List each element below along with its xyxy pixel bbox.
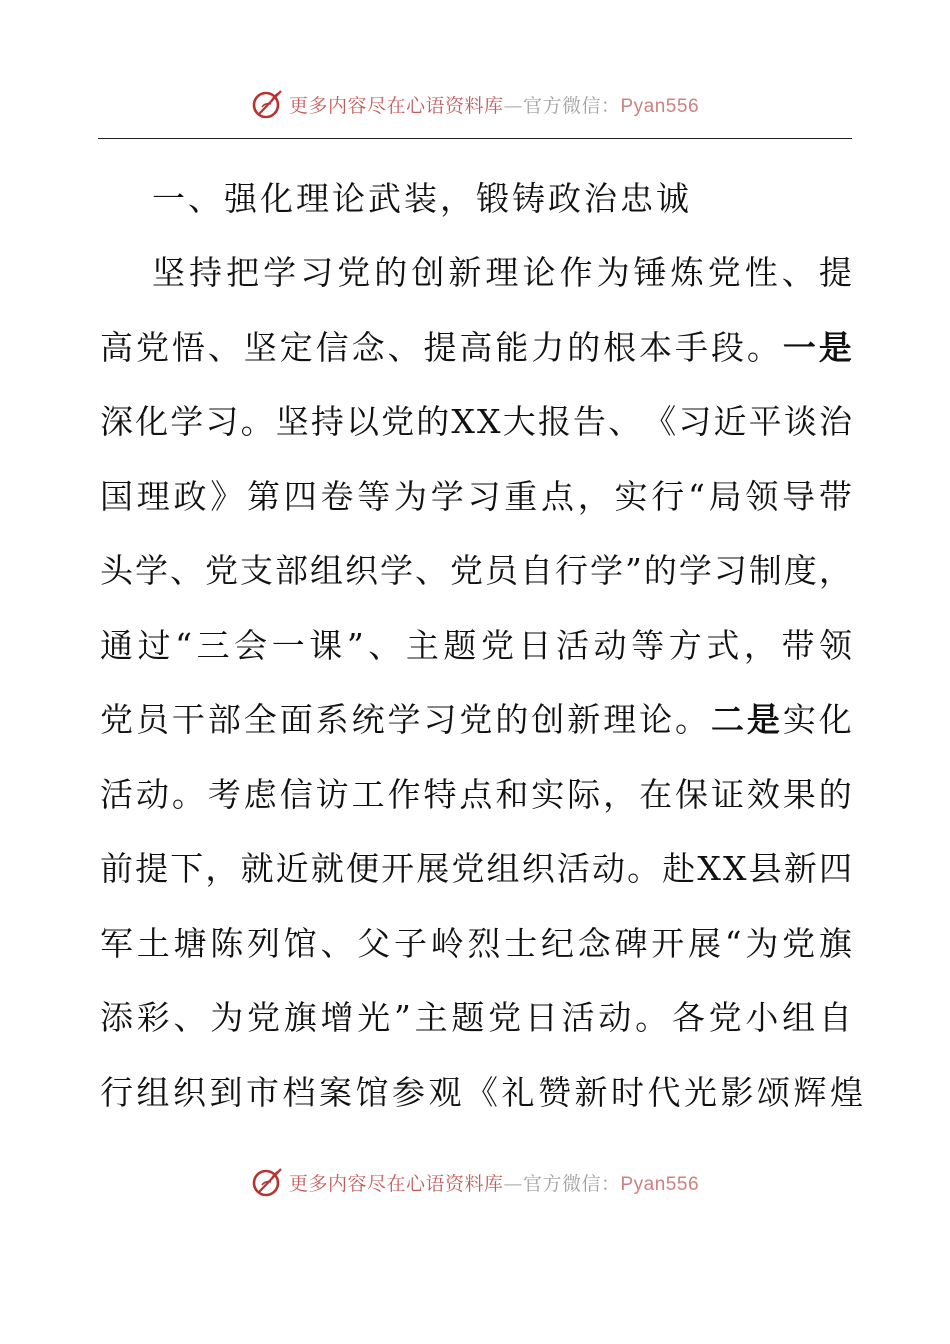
- char: 。: [635, 998, 669, 1037]
- watermark-text: [289, 1169, 699, 1196]
- char: 化: [135, 402, 169, 441]
- char: 报: [537, 402, 571, 441]
- char: 局: [708, 476, 742, 516]
- char: 。: [627, 849, 661, 888]
- char: 下: [170, 849, 204, 888]
- char: 题: [443, 625, 477, 665]
- char: 动: [591, 849, 625, 888]
- char: 大: [502, 402, 536, 441]
- char: 、: [608, 402, 642, 441]
- char: 在: [639, 774, 673, 814]
- char: 活: [556, 625, 590, 665]
- char: 、: [207, 327, 241, 367]
- paragraph-line: [100, 907, 852, 982]
- char: 念: [577, 923, 611, 963]
- char: 工: [351, 774, 385, 814]
- char: 前: [100, 849, 133, 888]
- char: 持: [310, 402, 344, 441]
- char: 礼: [501, 1072, 538, 1112]
- char: 带: [818, 476, 852, 516]
- char: 根: [603, 327, 637, 367]
- paragraph-line: [100, 832, 852, 907]
- char: 动: [593, 625, 627, 665]
- char: 列: [247, 923, 280, 963]
- char: 本: [639, 327, 673, 367]
- char: 行: [100, 1072, 137, 1112]
- char: 煌: [830, 1072, 867, 1112]
- char: 新: [574, 1072, 611, 1112]
- footer-watermark: [0, 1162, 950, 1202]
- char: 锤: [633, 253, 667, 292]
- char: 提: [818, 253, 852, 292]
- char: 支: [240, 551, 273, 590]
- char: 、: [170, 551, 203, 590]
- paragraph-line: [100, 981, 852, 1056]
- char: 方: [668, 625, 702, 665]
- char: 导: [782, 476, 816, 516]
- char: 近: [713, 402, 747, 441]
- char: 、: [320, 923, 354, 963]
- paragraph-line: [100, 460, 852, 535]
- char: 全: [243, 700, 277, 739]
- char: 际: [567, 774, 601, 814]
- char: 政: [173, 476, 207, 516]
- char: 课: [309, 625, 343, 665]
- paragraph-line: [100, 385, 852, 460]
- char: 观: [428, 1072, 465, 1112]
- char: 炼: [670, 253, 704, 292]
- char: 党: [488, 998, 522, 1037]
- char: 添: [100, 998, 133, 1037]
- char: 子: [394, 923, 427, 963]
- char: 三: [196, 625, 230, 665]
- char: 等: [357, 476, 391, 516]
- char: 带: [781, 625, 815, 665]
- char: 过: [137, 625, 171, 665]
- char: 塘: [173, 923, 207, 963]
- char: 能: [495, 327, 529, 367]
- watermark-brand: 更多内容尽在心语资料库: [288, 1172, 504, 1195]
- char: 。: [675, 700, 708, 739]
- bold-char: 是: [818, 327, 852, 367]
- char: 统: [351, 700, 385, 739]
- char: 平: [748, 402, 782, 441]
- char: 旗: [283, 998, 317, 1037]
- char: 部: [275, 551, 308, 590]
- char: 动: [598, 998, 632, 1037]
- char: 士: [504, 923, 538, 963]
- char: 党: [100, 700, 133, 739]
- char: 党: [205, 551, 238, 590]
- char: 作: [387, 774, 421, 814]
- char: 党: [450, 551, 483, 590]
- char: X: [723, 849, 747, 888]
- char: 的: [818, 774, 852, 814]
- char: 系: [315, 700, 349, 739]
- char: 式: [706, 625, 740, 665]
- body-paragraph: [100, 236, 867, 1130]
- paragraph-line: [100, 534, 852, 609]
- char: 党: [782, 923, 816, 963]
- char: 理: [136, 476, 170, 516]
- document-body: [100, 162, 867, 1130]
- char: 活: [100, 774, 133, 814]
- bold-char: 一: [782, 327, 816, 367]
- char: ，: [743, 625, 777, 665]
- paragraph-line: [100, 1056, 867, 1131]
- char: 织: [521, 849, 555, 888]
- char: 创: [411, 253, 445, 292]
- char: 习: [423, 700, 457, 739]
- section-heading: 一、强化理论武装，锻铸政治忠诚: [152, 179, 692, 218]
- char: 党: [247, 998, 280, 1037]
- char: 《: [465, 1072, 502, 1112]
- char: 的: [374, 253, 408, 292]
- char: 烈: [467, 923, 501, 963]
- header-watermark: [0, 84, 950, 124]
- quill-logo-icon: [251, 87, 285, 121]
- char: 《: [643, 402, 677, 441]
- char: 学: [170, 402, 204, 441]
- char: 碑: [614, 923, 648, 963]
- paragraph-line: [100, 609, 852, 684]
- char: 坚: [275, 402, 309, 441]
- char: 档: [282, 1072, 319, 1112]
- char: 作: [559, 253, 593, 292]
- paragraph-line: [100, 758, 852, 833]
- char: 等: [631, 625, 665, 665]
- char: 头: [100, 551, 133, 590]
- char: 各: [671, 998, 705, 1037]
- char: 度: [783, 551, 817, 590]
- char: ，: [577, 476, 611, 516]
- char: 力: [531, 327, 565, 367]
- char: 、: [387, 327, 421, 367]
- char: 彩: [136, 998, 170, 1037]
- char: 馆: [283, 923, 317, 963]
- char: ”: [625, 551, 642, 590]
- char: 岭: [430, 923, 464, 963]
- char: 段: [710, 327, 744, 367]
- char: 习: [713, 551, 747, 590]
- char: 便: [345, 849, 379, 888]
- char: 主: [414, 998, 448, 1037]
- char: 、: [781, 253, 815, 292]
- char: 领: [745, 476, 779, 516]
- char: 旗: [818, 923, 852, 963]
- char: 果: [782, 774, 816, 814]
- char: 到: [209, 1072, 246, 1112]
- char: 实: [531, 774, 565, 814]
- char: 和: [495, 774, 529, 814]
- watermark-wechat-id: Pyan556: [620, 95, 700, 117]
- char: 面: [279, 700, 313, 739]
- char: 告: [572, 402, 606, 441]
- bold-char: 二: [710, 700, 744, 739]
- char: 主: [405, 625, 439, 665]
- char: 领: [819, 625, 852, 665]
- char: 新: [783, 849, 817, 888]
- char: 员: [485, 551, 518, 590]
- char: 会: [234, 625, 268, 665]
- char: 土: [136, 923, 170, 963]
- char: 理: [603, 700, 637, 739]
- char: 新: [448, 253, 482, 292]
- char: 四: [283, 476, 317, 516]
- char: 为: [394, 476, 427, 516]
- char: 访: [315, 774, 349, 814]
- watermark-dash: —: [503, 1172, 523, 1195]
- char: 织: [173, 1072, 210, 1112]
- char: 党: [381, 402, 415, 441]
- char: ”: [394, 998, 411, 1037]
- char: 近: [275, 849, 309, 888]
- char: 展: [688, 923, 721, 963]
- char: 时: [611, 1072, 648, 1112]
- char: 定: [279, 327, 313, 367]
- char: 化: [818, 700, 852, 739]
- char: 证: [710, 774, 744, 814]
- char: “: [724, 923, 742, 963]
- char: 陈: [210, 923, 244, 963]
- watermark-dash: —: [503, 94, 523, 117]
- char: 虑: [243, 774, 277, 814]
- char: 习: [300, 253, 334, 292]
- char: 把: [226, 253, 260, 292]
- char: 习: [678, 402, 712, 441]
- header-divider: [98, 138, 852, 139]
- char: 学: [135, 551, 168, 590]
- char: 》: [210, 476, 244, 516]
- char: 军: [100, 923, 133, 963]
- char: 。: [171, 774, 205, 814]
- char: 学: [263, 253, 297, 292]
- char: 馆: [355, 1072, 392, 1112]
- char: “: [175, 625, 192, 665]
- char: 为: [596, 253, 630, 292]
- char: 信: [315, 327, 349, 367]
- char: 干: [171, 700, 205, 739]
- char: 织: [345, 551, 378, 590]
- char: 国: [100, 476, 133, 516]
- char: 组: [136, 1072, 173, 1112]
- char: 的: [495, 700, 529, 739]
- char: 案: [319, 1072, 356, 1112]
- char: 、: [415, 551, 448, 590]
- char: 深: [100, 402, 133, 441]
- char: X: [451, 402, 475, 441]
- char: 党: [337, 253, 371, 292]
- char: 学: [590, 551, 623, 590]
- char: ，: [603, 774, 637, 814]
- char: 效: [746, 774, 780, 814]
- char: 手: [675, 327, 708, 367]
- quill-logo-icon: [251, 1165, 285, 1199]
- char: 纪: [541, 923, 574, 963]
- char: 实: [782, 700, 816, 739]
- char: 组: [486, 849, 520, 888]
- char: 高: [459, 327, 493, 367]
- char: 县: [748, 849, 782, 888]
- char: 为: [210, 998, 244, 1037]
- char: X: [697, 849, 721, 888]
- char: 卷: [320, 476, 354, 516]
- char: 点: [541, 476, 574, 516]
- char: 增: [320, 998, 354, 1037]
- char: 学: [380, 551, 413, 590]
- char: 创: [531, 700, 565, 739]
- char: 第: [247, 476, 280, 516]
- char: 论: [639, 700, 673, 739]
- char: 开: [381, 849, 415, 888]
- char: 党: [707, 253, 741, 292]
- watermark-wechat-label: 官方微信：: [522, 1172, 621, 1195]
- char: 影: [720, 1072, 757, 1112]
- char: ，: [205, 849, 239, 888]
- char: 特: [423, 774, 457, 814]
- char: X: [477, 402, 501, 441]
- char: 习: [467, 476, 501, 516]
- char: 部: [207, 700, 241, 739]
- char: 组: [782, 998, 816, 1037]
- watermark-text: [289, 91, 699, 118]
- char: 信: [279, 774, 313, 814]
- char: 赴: [662, 849, 696, 888]
- char: 持: [189, 253, 223, 292]
- char: 通: [100, 625, 133, 665]
- char: 党: [451, 849, 485, 888]
- char: 自: [520, 551, 553, 590]
- paragraph-line: [100, 311, 852, 386]
- char: 动: [135, 774, 169, 814]
- char: 赞: [538, 1072, 575, 1112]
- char: 就: [240, 849, 274, 888]
- char: 提: [423, 327, 457, 367]
- char: 党: [135, 327, 169, 367]
- char: 以: [345, 402, 379, 441]
- char: 行: [651, 476, 685, 516]
- char: 高: [100, 327, 133, 367]
- char: 开: [651, 923, 685, 963]
- char: 理: [485, 253, 519, 292]
- char: 制: [748, 551, 782, 590]
- watermark-brand: 更多内容尽在心语资料库: [288, 94, 504, 117]
- char: 就: [310, 849, 344, 888]
- char: 市: [246, 1072, 283, 1112]
- char: 参: [392, 1072, 429, 1112]
- char: 重: [504, 476, 538, 516]
- char: 坚: [152, 253, 185, 292]
- char: ”: [346, 625, 364, 665]
- char: 展: [416, 849, 450, 888]
- char: 的: [643, 551, 677, 590]
- char: 题: [451, 998, 485, 1037]
- char: 一: [271, 625, 305, 665]
- char: 光: [357, 998, 391, 1037]
- char: 自: [818, 998, 852, 1037]
- char: 。: [240, 402, 274, 441]
- char: 悟: [171, 327, 205, 367]
- char: 的: [567, 327, 601, 367]
- char: 日: [524, 998, 558, 1037]
- watermark-wechat-label: 官方微信：: [522, 94, 621, 117]
- char: 四: [818, 849, 852, 888]
- char: 党: [708, 998, 742, 1037]
- char: 为: [745, 923, 779, 963]
- paragraph-line: [100, 236, 852, 311]
- char: 学: [678, 551, 712, 590]
- char: ，: [818, 551, 852, 590]
- char: 党: [459, 700, 493, 739]
- char: 学: [387, 700, 421, 739]
- char: 活: [561, 998, 595, 1037]
- char: 代: [647, 1072, 684, 1112]
- char: 小: [745, 998, 779, 1037]
- char: 的: [416, 402, 450, 441]
- char: 提: [135, 849, 169, 888]
- char: 。: [746, 327, 780, 367]
- char: 实: [614, 476, 648, 516]
- char: 论: [522, 253, 556, 292]
- char: 学: [430, 476, 464, 516]
- watermark-wechat-id: Pyan556: [620, 1173, 700, 1195]
- char: 性: [744, 253, 778, 292]
- char: 辉: [793, 1072, 830, 1112]
- char: 点: [459, 774, 493, 814]
- char: 组: [310, 551, 343, 590]
- char: 党: [480, 625, 514, 665]
- char: “: [688, 476, 705, 516]
- char: 活: [556, 849, 590, 888]
- char: 行: [555, 551, 588, 590]
- char: 保: [675, 774, 708, 814]
- char: 谈: [783, 402, 817, 441]
- char: 、: [368, 625, 402, 665]
- char: 日: [518, 625, 552, 665]
- char: 坚: [243, 327, 277, 367]
- char: 、: [173, 998, 207, 1037]
- char: 颂: [757, 1072, 794, 1112]
- paragraph-line: [100, 683, 852, 758]
- char: 考: [207, 774, 241, 814]
- char: 念: [351, 327, 385, 367]
- char: 员: [135, 700, 169, 739]
- bold-char: 是: [746, 700, 780, 739]
- char: 习: [205, 402, 239, 441]
- char: 新: [567, 700, 601, 739]
- char: 父: [357, 923, 391, 963]
- char: 光: [684, 1072, 721, 1112]
- char: 治: [818, 402, 852, 441]
